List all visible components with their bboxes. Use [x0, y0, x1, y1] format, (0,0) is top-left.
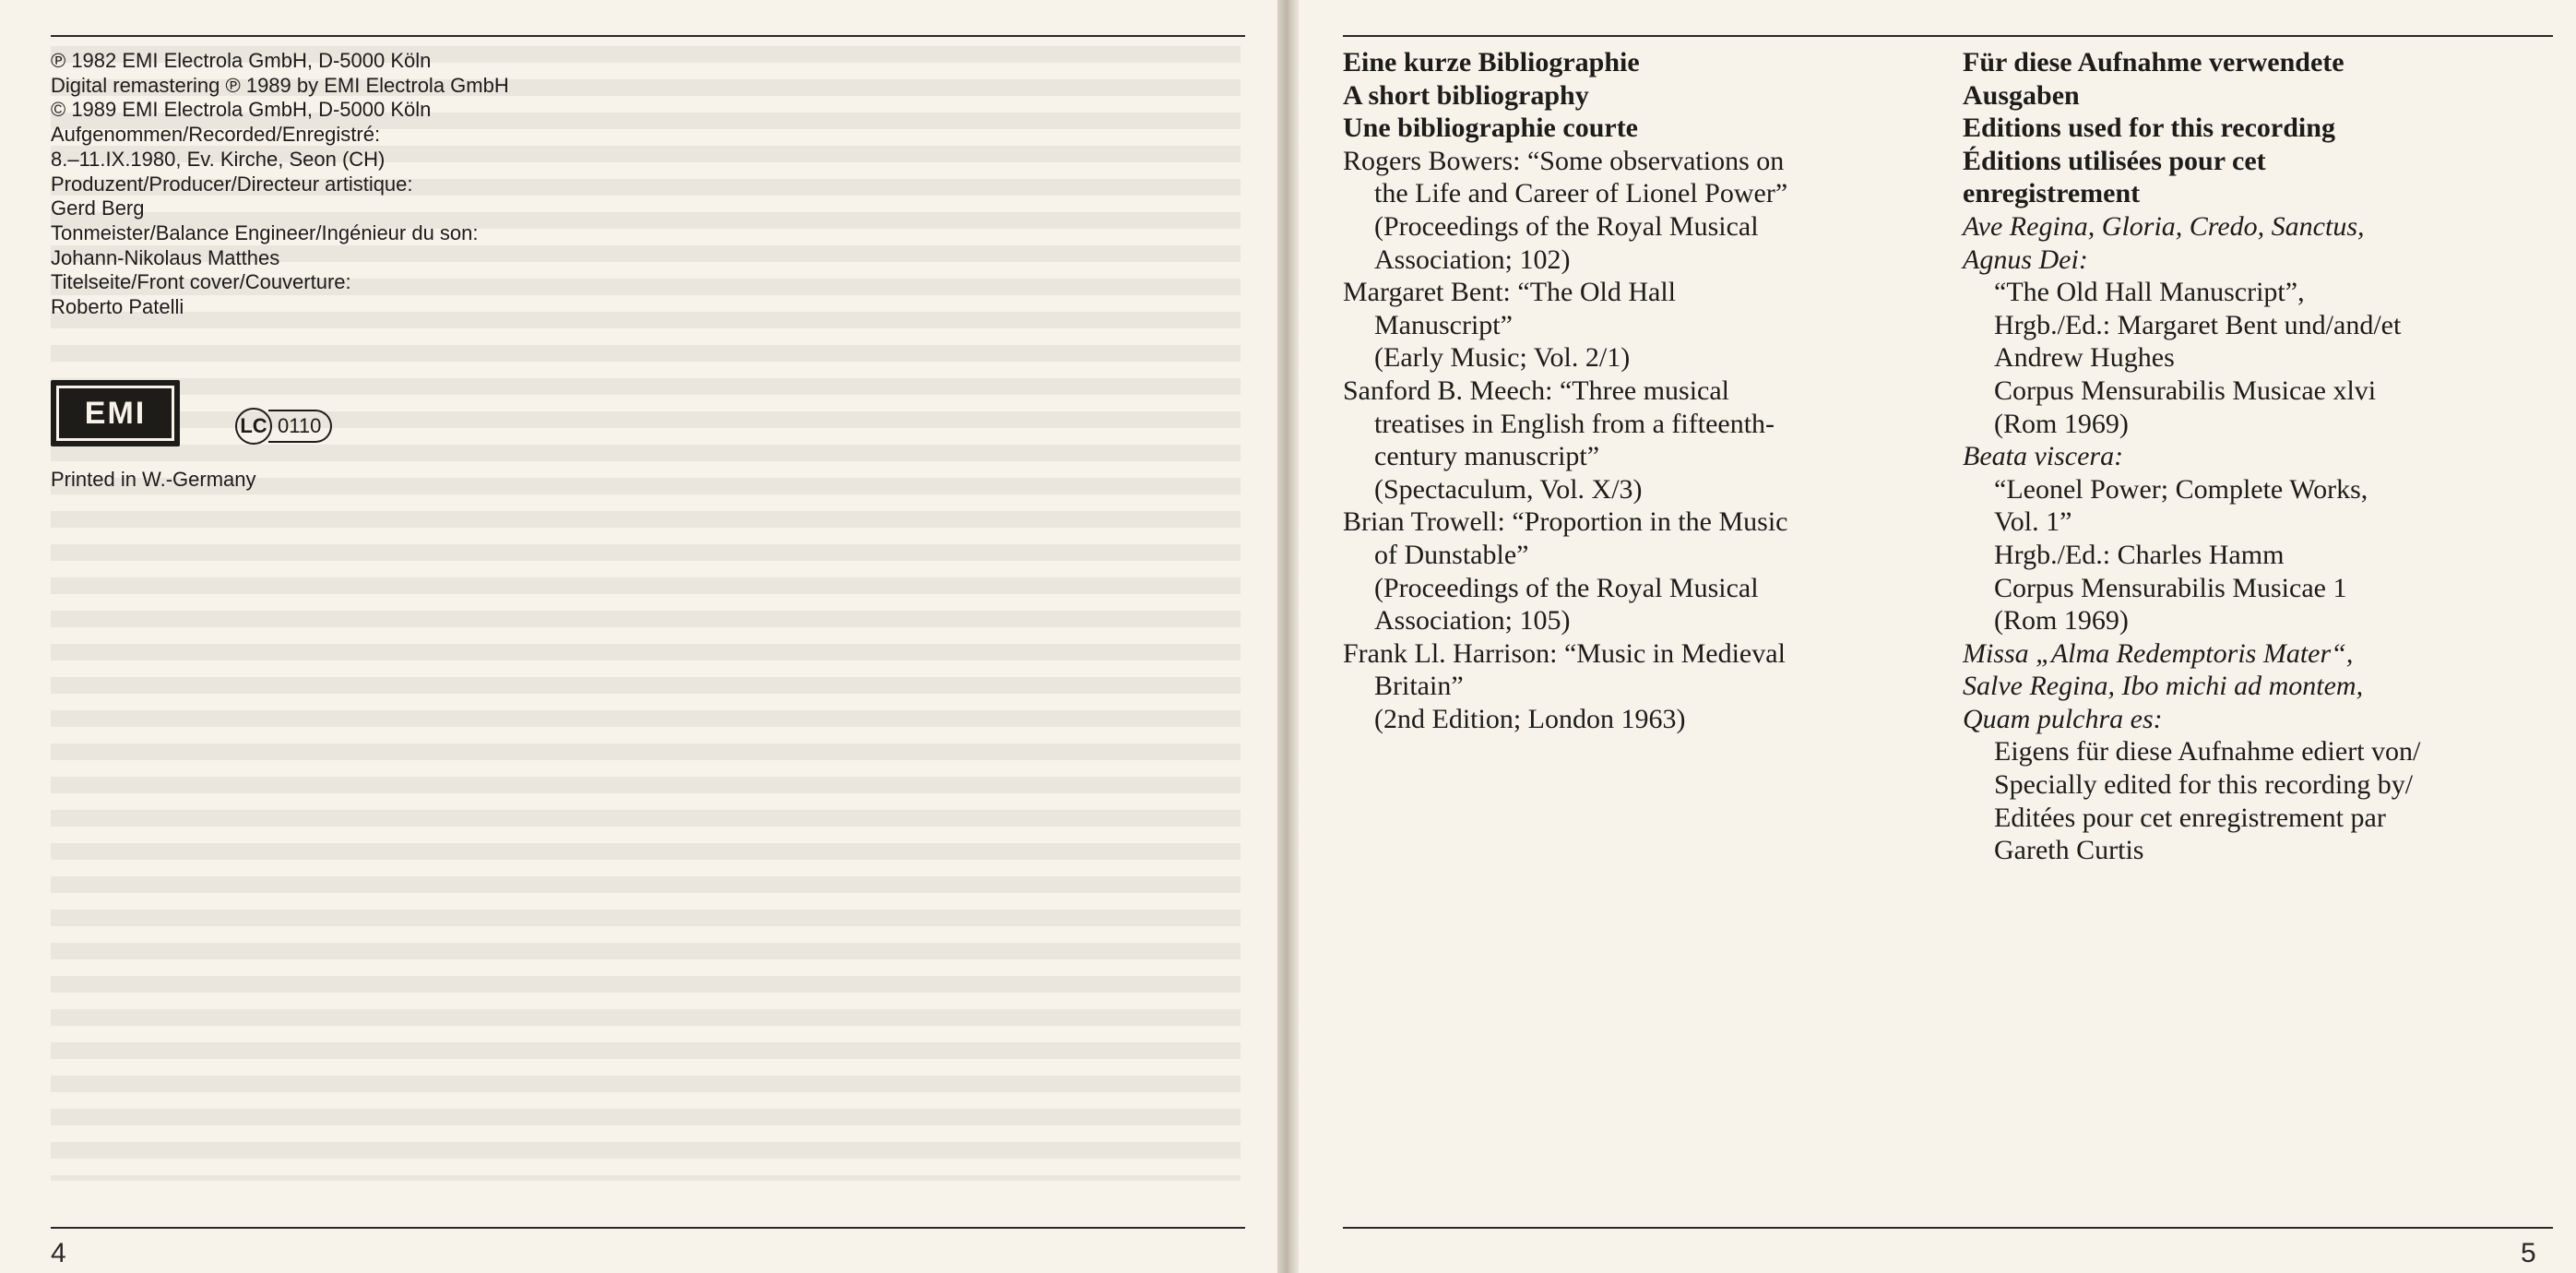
top-rule-left: [51, 35, 1245, 37]
work-titles: Ave Regina, Gloria, Credo, Sanctus,: [1963, 210, 2365, 242]
credit-line: Aufgenommen/Recorded/Enregistré:: [51, 123, 381, 147]
page-number-right: 5: [2521, 1238, 2536, 1268]
credit-line: Produzent/Producer/Directeur artistique:: [51, 172, 413, 196]
edition-detail: Vol. 1”: [1994, 506, 2072, 538]
credit-line: Gerd Berg: [51, 196, 145, 220]
entry-line: (Early Music; Vol. 2/1): [1374, 342, 1631, 374]
edition-detail: Andrew Hughes: [1994, 342, 2175, 374]
heading-line: A short bibliography: [1343, 79, 1589, 111]
bibliography-entry: [1343, 375, 1933, 506]
edition-detail: Hrgb./Ed.: Charles Hamm: [1994, 539, 2285, 570]
work-titles: Quam pulchra es:: [1963, 703, 2163, 734]
credit-line: Roberto Patelli: [51, 295, 184, 319]
work-titles: Salve Regina, Ibo michi ad montem,: [1963, 671, 2364, 702]
entry-line: Manuscript”: [1374, 309, 1513, 340]
edition-detail: “Leonel Power; Complete Works,: [1994, 473, 2368, 505]
work-titles: Agnus Dei:: [1963, 244, 2088, 275]
bibliography-entry: [1343, 276, 1933, 375]
printed-in: Printed in W.-Germany: [51, 468, 256, 491]
bibliography-heading: [1343, 46, 1933, 145]
entry-author: Sanford B. Meech: “Three musical: [1343, 375, 1730, 406]
credit-line: Tonmeister/Balance Engineer/Ingénieur du son:: [51, 220, 479, 244]
entry-line: the Life and Career of Lionel Power”: [1374, 178, 1788, 209]
label-code: [235, 406, 332, 446]
edition-detail: Hrgb./Ed.: Margaret Bent und/and/et: [1994, 309, 2402, 340]
edition-detail: “The Old Hall Manuscript”,: [1994, 277, 2305, 308]
edition-group: [1963, 210, 2553, 440]
edition-detail: (Rom 1969): [1994, 408, 2129, 439]
page-number-left: 4: [51, 1238, 66, 1268]
entry-line: (Proceedings of the Royal Musical: [1374, 572, 1759, 603]
credit-line: Titelseite/Front cover/Couverture:: [51, 270, 351, 294]
bibliography-entry: [1343, 637, 1933, 736]
emi-logo: [51, 380, 180, 446]
heading-line: Für diese Aufnahme verwendete: [1963, 47, 2345, 77]
entry-line: Association; 102): [1374, 244, 1571, 275]
entry-line: Association; 105): [1374, 605, 1571, 636]
heading-line: enregistrement: [1963, 178, 2141, 209]
bottom-rule-left: [51, 1227, 1245, 1229]
edition-detail: Corpus Mensurabilis Musicae xlvi: [1994, 375, 2377, 406]
entry-line: of Dunstable”: [1374, 539, 1529, 570]
edition-detail: Editées pour cet enregistrement par: [1994, 802, 2386, 833]
lc-icon: LC: [235, 408, 272, 445]
edition-detail: Gareth Curtis: [1994, 835, 2144, 866]
heading-line: Eine kurze Bibliographie: [1343, 47, 1640, 77]
edition-detail: Specially edited for this recording by/: [1994, 769, 2414, 801]
credit-line: ℗ 1982 EMI Electrola GmbH, D-5000 Köln: [51, 49, 432, 72]
entry-line: Britain”: [1374, 671, 1464, 702]
entry-line: (Proceedings of the Royal Musical: [1374, 210, 1759, 242]
credits-block: [51, 49, 696, 320]
entry-line: (2nd Edition; London 1963): [1374, 703, 1686, 734]
entry-author: Rogers Bowers: “Some observations on: [1343, 145, 1785, 176]
top-rule-right: [1343, 35, 2553, 37]
credit-line: 8.–11.IX.1980, Ev. Kirche, Seon (CH): [51, 147, 386, 171]
heading-line: Une bibliographie courte: [1343, 113, 1638, 144]
edition-detail: Eigens für diese Aufnahme ediert von/: [1994, 736, 2421, 767]
entry-line: treatises in English from a fifteenth-: [1374, 408, 1775, 439]
bibliography-entry: [1343, 145, 1933, 276]
bibliography-entry: [1343, 506, 1933, 636]
credit-line: Digital remastering ℗ 1989 by EMI Electrola GmbH: [51, 73, 509, 97]
entry-line: century manuscript”: [1374, 441, 1600, 472]
lc-number: 0110: [268, 410, 332, 443]
editions-heading: [1963, 46, 2553, 210]
work-titles: Missa „Alma Redemptoris Mater“,: [1963, 637, 2354, 669]
entry-author: Frank Ll. Harrison: “Music in Medieval: [1343, 637, 1786, 669]
bibliography-column: [1343, 46, 1933, 735]
edition-detail: (Rom 1969): [1994, 605, 2129, 636]
heading-line: Editions used for this recording: [1963, 113, 2335, 144]
entry-author: Brian Trowell: “Proportion in the Music: [1343, 506, 1788, 538]
edition-detail: Corpus Mensurabilis Musicae 1: [1994, 572, 2347, 603]
bottom-rule-right: [1343, 1227, 2553, 1229]
edition-group: [1963, 440, 2553, 637]
credit-line: Johann-Nikolaus Matthes: [51, 245, 280, 269]
entry-author: Margaret Bent: “The Old Hall: [1343, 277, 1676, 308]
book-gutter: [1277, 0, 1299, 1273]
edition-group: [1963, 637, 2553, 867]
work-titles: Beata viscera:: [1963, 441, 2124, 472]
emi-logo-text: EMI: [56, 386, 174, 441]
credit-line: © 1989 EMI Electrola GmbH, D-5000 Köln: [51, 98, 432, 122]
entry-line: (Spectaculum, Vol. X/3): [1374, 473, 1643, 505]
editions-column: [1963, 46, 2553, 867]
heading-line: Éditions utilisées pour cet: [1963, 145, 2266, 176]
heading-line: Ausgaben: [1963, 79, 2080, 111]
